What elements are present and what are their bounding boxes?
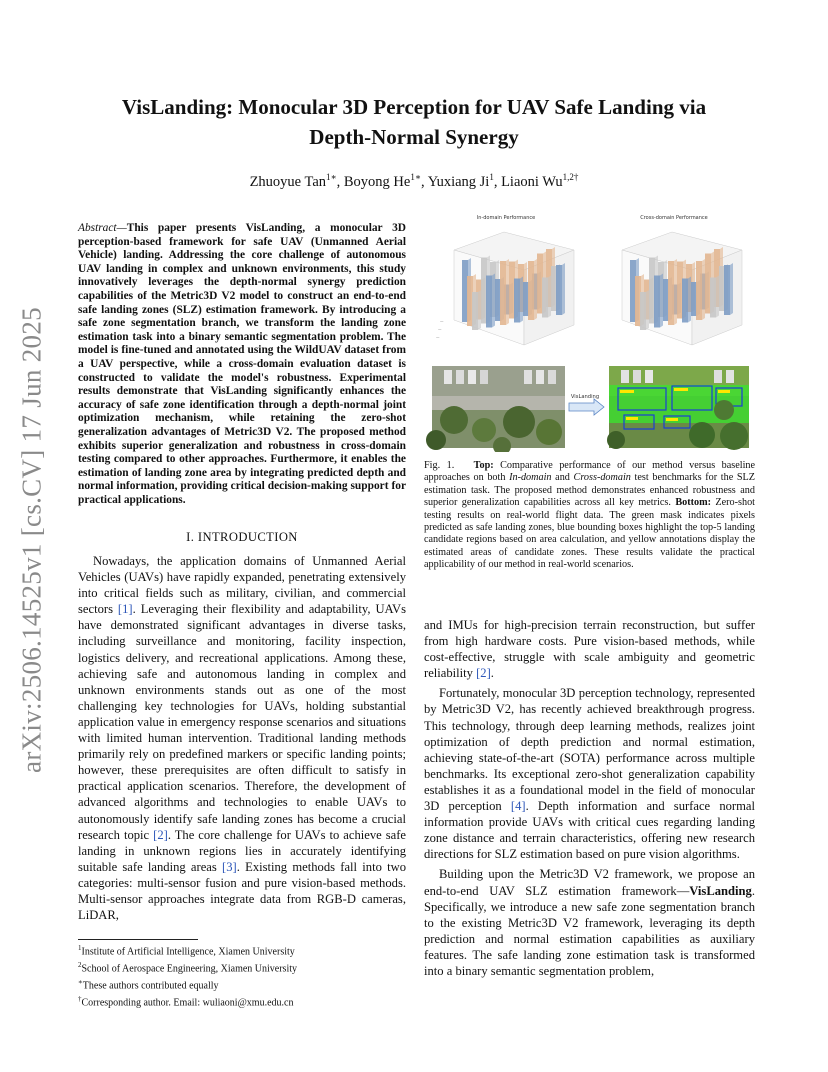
chart-bar	[710, 278, 716, 318]
chart-bar-side	[660, 274, 663, 328]
abstract	[78, 222, 406, 507]
chart-bar-side	[478, 290, 481, 330]
chart-bar	[472, 292, 478, 330]
author: Boyong $He^{1∗}$	[343, 172, 421, 190]
chart-bar-side	[492, 274, 495, 328]
arrow-icon	[569, 394, 604, 415]
author: Liaoni $Wu^{1,2\dagger}$	[501, 172, 579, 190]
chart-bar	[500, 261, 506, 325]
chart-bar-side	[534, 259, 537, 320]
chart-bar-side	[506, 259, 509, 325]
citation-link[interactable]: [1]	[117, 602, 133, 617]
author: Zhuoyue Tan$^{1∗}$	[249, 172, 337, 190]
paragraph: Fortunately, monocular 3D perception technology, represented by Metric3D V2, has recently achieved breakthrough progress. This technology, through deep learning methods, realizes joint optimization of depth prediction and normal estimation, achieving state-of-the-art (SOTA) performance across multiple benchmarks. Its exceptional zero-shot generalization capability establishes it as a foundational model in the field of monocular 3D perception [4]. Depth information and surface normal information provide UAVs with critical cues regarding landing zone distance and terrain characteristics, offering new research directions for SLZ estimation based on pure vision algorithms.	[424, 686, 755, 862]
bar-chart-3d-left	[436, 215, 574, 345]
chart-bar-side	[548, 276, 551, 318]
svg-text:—: —	[438, 327, 442, 331]
chart-bar-side	[688, 277, 691, 323]
chart-bar-side	[702, 259, 705, 320]
citation-link[interactable]: [4]	[510, 799, 526, 814]
chart-bar	[696, 261, 702, 320]
paragraph: Nowadays, the application domains of Unmanned Aerial Vehicles (UAVs) have rapidly expanded, penetrating extensively into critical fields such as military, civilian, and commercial sectors [1]. Leveraging their flexibility and adaptability, UAVs have demonstrated significant advantages in diverse tasks, including surveillance and monitoring, facility inspection, logistics delivery, and recreational applications. Among these, achieving safe and autonomous landing in complex and unknown environments stands out as one of the most challenging key technologies for UAVs, holding substantial application value in emergency response scenarios and situations with limited human intervention. Traditional landing methods primarily rely on predefined markers or specific landing points; however, these prerequisites are often difficult to satisfy in practical application scenarios. Therefore, the development of advanced algorithms and technologies to enable UAVs to autonomously identify safe landing zones has become a crucial research topic [2]. The core challenge for UAVs to achieve safe landing in unknown regions lies in accurately identifying suitable safe landing areas [3]. Existing methods fall into two categories: multi-sensor fusion and pure vision-based methods. Multi-sensor approaches integrate data from RGB-D cameras, LiDAR,	[78, 554, 407, 923]
bar-chart-3d-right	[622, 215, 742, 345]
chart-bar	[640, 292, 646, 330]
chart-bar-side	[716, 276, 719, 318]
chart-bar	[668, 261, 674, 325]
svg-text:—: —	[436, 335, 440, 339]
chart-bar	[724, 265, 730, 315]
author-list: Zhuoyue Tan$^{1∗}$, Boyong $He^{1∗}$, Yuxiang Ji$^1$, Liaoni $Wu^{1,2\dagger}$	[249, 172, 579, 190]
author: Yuxiang Ji$^1$	[427, 172, 494, 190]
figure-caption: Fig. 1. Top: Comparative performance of our method versus baseline approaches on both In-domain and Cross-domain test benchmarks for the SLZ estimation task. The proposed method demonstrates enhanced robustness and superior generalization capabilities across all key metrics. Bottom: Zero-shot testing results on real-world flight data. The green mask indicates pixels predicted as safe landing zones, blue bounding boxes highlight the top-5 landing candidate regions based on area calculation, and yellow annotations display the estimated areas of candidate zones. These results validate the practical applicability of our method in real-world scenarios.	[424, 460, 756, 571]
chart-bar	[542, 278, 548, 318]
abstract-lead: Abstract—	[78, 222, 127, 234]
footnote: †Corresponding author. Email: wuliaoni@xmu.edu.cn	[78, 995, 294, 1009]
citation-link[interactable]: [3]	[222, 859, 237, 874]
figure-1-graphic	[424, 210, 754, 452]
abstract-text: This paper presents VisLanding, a monocular 3D perception-based framework for safe UAV (Unmanned Aerial Vehicle) landing. Addressing the core challenge of autonomous UAV landing in complex and unknown environments, this study innovatively leverages the depth-normal synergy prediction capabilities of the Metric3D V2 model to construct an end-to-end safe landing zones (SLZ) estimation framework. By introducing a safe zone segmentation branch, we transform the landing zone estimation task into a binary semantic segmentation problem. The model is fine-tuned and annotated using the WildUAV dataset from a UAV perspective, while a cross-domain evaluation dataset is constructed to validate the model's robustness. Experimental results demonstrate that VisLanding significantly enhances the accuracy of safe zone identification through a depth-normal joint optimization mechanism, while retaining the zero-shot generalization advantages of Metric3D V2. The proposed method exhibits superior generalization and robustness in cross-domain testing compared to other approaches. Furthermore, it enables the estimation of landing zone area by integrating predicted depth and normal information, providing critical decision-making support for practical applications.	[78, 222, 406, 506]
chart-left-title: In-domain Performance	[476, 215, 536, 221]
chart-bar	[654, 276, 660, 328]
chart-bar-side	[562, 263, 565, 315]
footnote: $^1$Institute of Artificial Intelligence, Xiamen University	[78, 944, 295, 958]
footnote: ∗These authors contributed equally	[78, 978, 219, 992]
paragraph: Building upon the Metric3D V2 framework, we propose an end-to-end UAV SLZ estimation framework—VisLanding. Specifically, we introduce a new safe zone segmentation branch to the existing Metric3D V2 framework, leveraging its depth prediction and normal estimation capabilities as auxiliary features. The safe landing zone estimation task is transformed into a binary semantic segmentation problem,	[424, 867, 755, 978]
chart-bar-side	[646, 290, 649, 330]
svg-text:—: —	[440, 319, 444, 323]
section-heading: I. INTRODUCTION	[186, 530, 298, 544]
chart-bar	[514, 279, 520, 323]
arxiv-stamp	[2, 300, 62, 780]
citation-link[interactable]: [2]	[153, 827, 168, 842]
footnote: $^2$School of Aerospace Engineering, Xiamen University	[78, 961, 297, 975]
chart-bar	[682, 279, 688, 323]
aerial-photo-prediction	[607, 366, 749, 450]
citation-link[interactable]: [2]	[476, 666, 491, 681]
arrow-label: VisLanding	[570, 394, 600, 400]
chart-bar-side	[520, 277, 523, 323]
paragraph: and IMUs for high-precision terrain reconstruction, but suffer from high hardware costs. Pure vision-based methods, while cost-effective, struggle with scale ambiguity and geometric reliability [2].	[424, 618, 755, 681]
paper-title: VisLanding: Monocular 3D Perception for UAV Safe Landing via Depth-Normal Synergy	[121, 95, 707, 149]
chart-bar	[528, 261, 534, 320]
figure-1	[424, 210, 754, 452]
footnotes	[78, 939, 408, 1010]
footnote-rule	[78, 939, 198, 940]
intro-right-column	[424, 617, 755, 979]
intro-left-column	[78, 553, 406, 923]
chart-right-title: Cross-domain Performance	[640, 215, 708, 221]
aerial-photo-input	[426, 366, 565, 452]
chart-bar	[486, 276, 492, 328]
chart-bar-side	[674, 259, 677, 325]
arxiv-id: arXiv:2506.14525v1 [cs.CV] 17 Jun 2025	[16, 307, 47, 773]
chart-bar	[556, 265, 562, 315]
chart-bar-side	[730, 263, 733, 315]
